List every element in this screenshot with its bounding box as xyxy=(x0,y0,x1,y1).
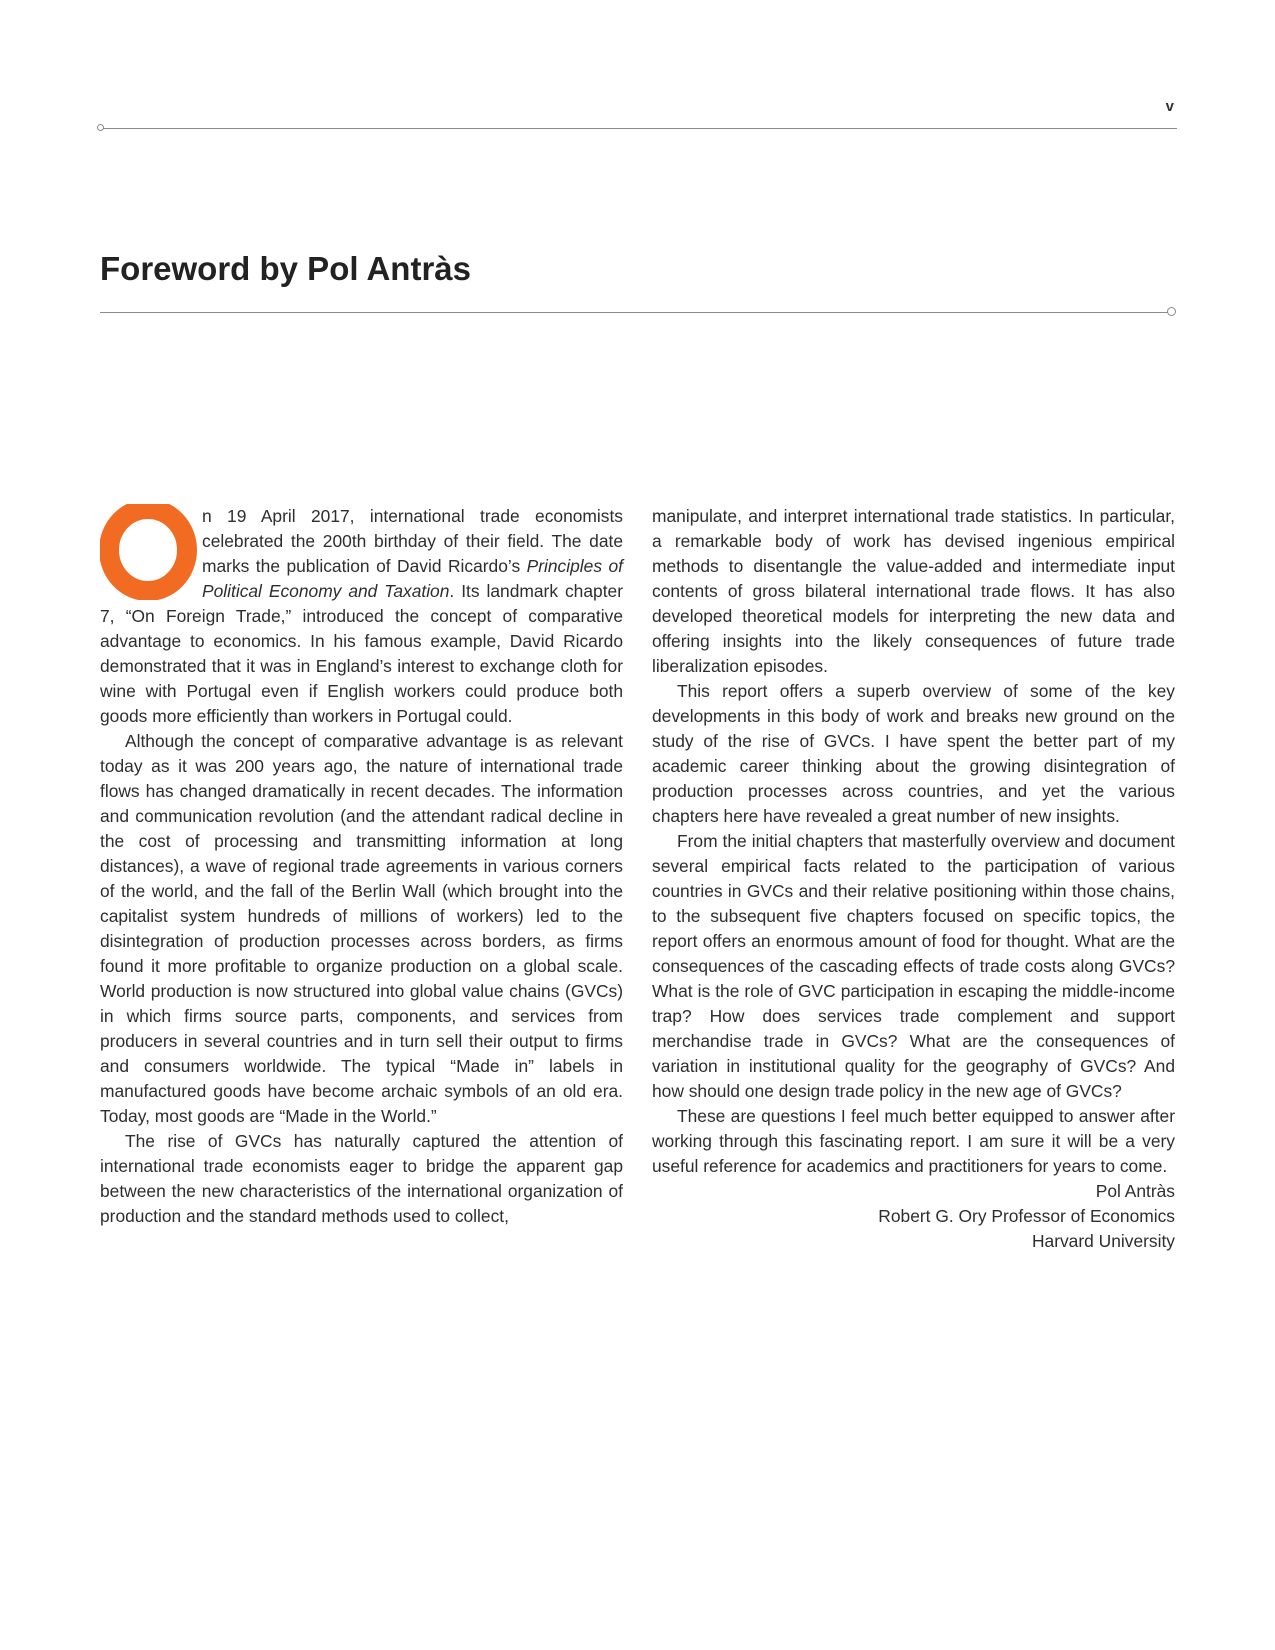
signature-position: Robert G. Ory Professor of Economics xyxy=(878,1206,1175,1226)
signature-name: Pol Antràs xyxy=(1095,1181,1175,1201)
book-title: Principles of Political Economy and Taxation xyxy=(202,556,623,601)
paragraph-1 xyxy=(100,504,623,729)
paragraph-3-start: The rise of GVCs has naturally captured the attention of international trade economists eager to bridge the apparent gap between the new characteristics of the international organization of production and the standard methods used to collect, xyxy=(100,1131,623,1226)
paragraph-5: From the initial chapters that masterfully overview and document several empirical facts related to the participation of various countries in GVCs and their relative positioning within those chains, to the subsequent five chapters focused on specific topics, the report offers an enormous amount of food for thought. What are the consequences of the cascading effects of trade costs along GVCs? What is the role of GVC participation in escaping the middle-income trap? How does services trade complement and support merchandise trade in GVCs? What are the consequences of variation in institutional quality for the geography of GVCs? And how should one design trade policy in the new age of GVCs? xyxy=(652,831,1175,1101)
paragraph-2: Although the concept of comparative advantage is as relevant today as it was 200 years ago, the nature of international trade flows has changed dramatically in recent decades. The information and communication revolution (and the attendant radical decline in the cost of processing and transmitting information at long distances), a wave of regional trade agreements in various corners of the world, and the fall of the Berlin Wall (which brought into the capitalist system hundreds of millions of workers) led to the disintegration of production processes across borders, as firms found it more profitable to organize production on a global scale. World production is now structured into global value chains (GVCs) in which firms source parts, components, and services from producers in several countries and in turn sell their output to firms and consumers worldwide. The typical “Made in” labels in manufactured goods have become archaic symbols of an old era. Today, most goods are “Made in the World.” xyxy=(100,731,623,1126)
header-rule xyxy=(102,128,1177,129)
drop-cap-o-shape xyxy=(100,504,200,600)
page-title: Foreword by Pol Antràs xyxy=(100,250,471,287)
paragraph-4: This report offers a superb overview of some of the key developments in this body of work and breaks new ground on the study of the rise of GVCs. I have spent the better part of my academic career thinking about the growing disintegration of production processes across countries, and yet the various chapters here have revealed a great number of new insights. xyxy=(652,681,1175,826)
paragraph-3-continued: manipulate, and interpret international trade statistics. In particular, a remarkable body of work has devised ingenious empirical methods to disentangle the value-added and intermediate input contents of gross bilateral international trade flows. It has also developed theoretical models for interpreting the new data and offering insights into the likely consequences of future trade liberalization episodes. xyxy=(652,506,1175,676)
paragraph-1-text: n 19 April 2017, international trade economists celebrated the 200th birthday of their field. The date marks the publication of David Ricardo’s xyxy=(202,506,623,576)
signature-institution: Harvard University xyxy=(1031,1231,1175,1251)
signature-block xyxy=(652,1179,1175,1254)
page-number: v xyxy=(1165,98,1174,115)
paragraph-1-end: . Its landmark chapter 7, “On Foreign Trade,” introduced the concept of comparative advantage to economics. In his famous example, David Ricardo demonstrated that it was in England’s interest to exchange cloth for wine with Portugal even if English workers could produce both goods more efficiently than workers in Portugal could. xyxy=(100,581,623,726)
text-column-right xyxy=(652,504,1175,1254)
paragraph-6: These are questions I feel much better equipped to answer after working through this fascinating report. I am sure it will be a very useful reference for academics and practitioners for years to come. xyxy=(652,1106,1175,1176)
drop-cap-letter xyxy=(100,504,202,600)
text-column-left xyxy=(100,504,623,1229)
title-rule xyxy=(100,312,1168,313)
header-rule-end-dot xyxy=(97,124,104,131)
title-rule-end-dot xyxy=(1167,307,1176,316)
